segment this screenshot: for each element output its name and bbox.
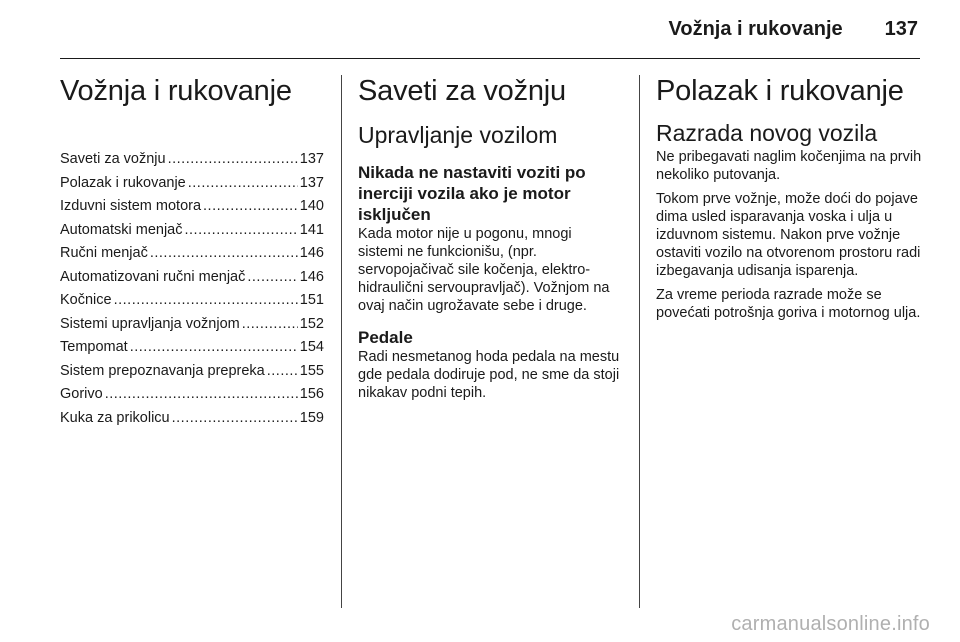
header-section-title: Vožnja i rukovanje [668,18,843,40]
toc-entry-page: 155 [299,362,324,379]
column-divider-2 [639,75,640,608]
toc-leader-dots [203,195,298,219]
toc-entry[interactable] [60,313,324,337]
toc-entry-title: Tempomat [60,339,128,355]
chapter-title: Vožnja i rukovanje [60,75,292,107]
toc-entry[interactable] [60,407,324,431]
toc-entry-title: Polazak i rukovanje [60,174,186,191]
toc-leader-dots [185,219,298,243]
toc-entry[interactable] [60,289,324,313]
toc-entry-title: Sistem prepoznavanja prepreka [60,362,265,379]
toc-entry-title: Sistemi upravljanja vožnjom [60,315,240,332]
toc-entry-page: 159 [299,409,324,426]
header-rule [60,58,920,59]
section-title-driving-tips: Saveti za vožnju [358,75,566,107]
toc-leader-dots [130,336,298,360]
heading-pedals: Pedale [358,328,413,347]
toc-entry-page: 152 [299,315,324,332]
toc-entry-title: Automatski menjač [60,221,183,238]
toc-leader-dots [168,148,298,172]
toc-entry[interactable] [60,266,324,290]
toc-leader-dots [267,360,298,384]
subsection-title-vehicle-control: Upravljanje vozilom [358,122,558,148]
paragraph-break-in-2: Tokom prve vožnje, može doći do pojave dima usled isparavanja voska i ulja u izduvnom sistemu. Nakon prve vožnje ostaviti vozilo na otvorenom prostoru radi izbegavanja udisanja isparenja. [656,191,921,279]
toc-entry-page: 141 [299,221,324,238]
toc-entry-page: 137 [299,151,324,167]
toc-entry-page: 151 [299,292,324,308]
toc-entry[interactable] [60,242,324,266]
column-driving-tips [358,70,620,402]
toc-entry[interactable] [60,172,324,196]
toc-entry[interactable] [60,219,324,243]
running-header [669,18,919,41]
table-of-contents [60,148,324,430]
toc-entry[interactable] [60,195,324,219]
heading-never-coast: Nikada ne nastaviti voziti po inerciji vozila ako je motor isključen [358,163,586,224]
toc-entry[interactable] [60,148,324,172]
toc-entry[interactable] [60,336,324,360]
toc-entry-page: 154 [299,339,324,355]
toc-entry-page: 146 [299,245,324,261]
toc-leader-dots [114,289,298,313]
toc-entry[interactable] [60,360,324,384]
toc-entry[interactable] [60,383,324,407]
toc-entry-page: 137 [299,174,324,191]
column-toc [60,70,324,430]
toc-leader-dots [247,266,297,290]
paragraph-never-coast: Kada motor nije u pogonu, mnogi sistemi ne funkcionišu, (npr. servopojačivač sile kočenja, elektro-hidraulični servoupravljač). Vožnjom na ovaj način ugrožavate sebe i druge. [358,226,610,314]
toc-leader-dots [188,172,298,196]
paragraph-break-in-1: Ne pribegavati naglim kočenjima na prvih nekoliko putovanja. [656,149,922,183]
toc-entry-page: 140 [299,198,324,214]
page-number: 137 [884,18,918,40]
toc-entry-title: Kočnice [60,292,112,308]
paragraph-pedals: Radi nesmetanog hoda pedala na mestu gde pedala dodiruje pod, ne sme da stoji nikakav podni tepih. [358,349,620,401]
toc-entry-page: 146 [299,268,324,285]
toc-leader-dots [242,313,298,337]
toc-entry-title: Ručni menjač [60,245,148,261]
toc-entry-title: Saveti za vožnju [60,151,166,167]
toc-entry-title: Izduvni sistem motora [60,198,202,214]
toc-entry-title: Automatizovani ručni menjač [60,268,246,285]
subsection-title-break-in: Razrada novog vozila [656,120,878,146]
toc-leader-dots [150,242,298,266]
paragraph-break-in-3: Za vreme perioda razrade može se povećati potrošnja goriva i motornog ulja. [656,287,921,321]
column-starting-operating [656,70,924,322]
toc-leader-dots [105,383,298,407]
toc-leader-dots [172,407,298,431]
toc-entry-page: 156 [299,386,324,402]
section-title-starting: Polazak i rukovanje [656,75,904,107]
column-divider-1 [341,75,342,608]
toc-entry-title: Kuka za prikolicu [60,409,170,426]
watermark: carmanualsonline.info [731,613,930,635]
toc-entry-title: Gorivo [60,386,103,402]
